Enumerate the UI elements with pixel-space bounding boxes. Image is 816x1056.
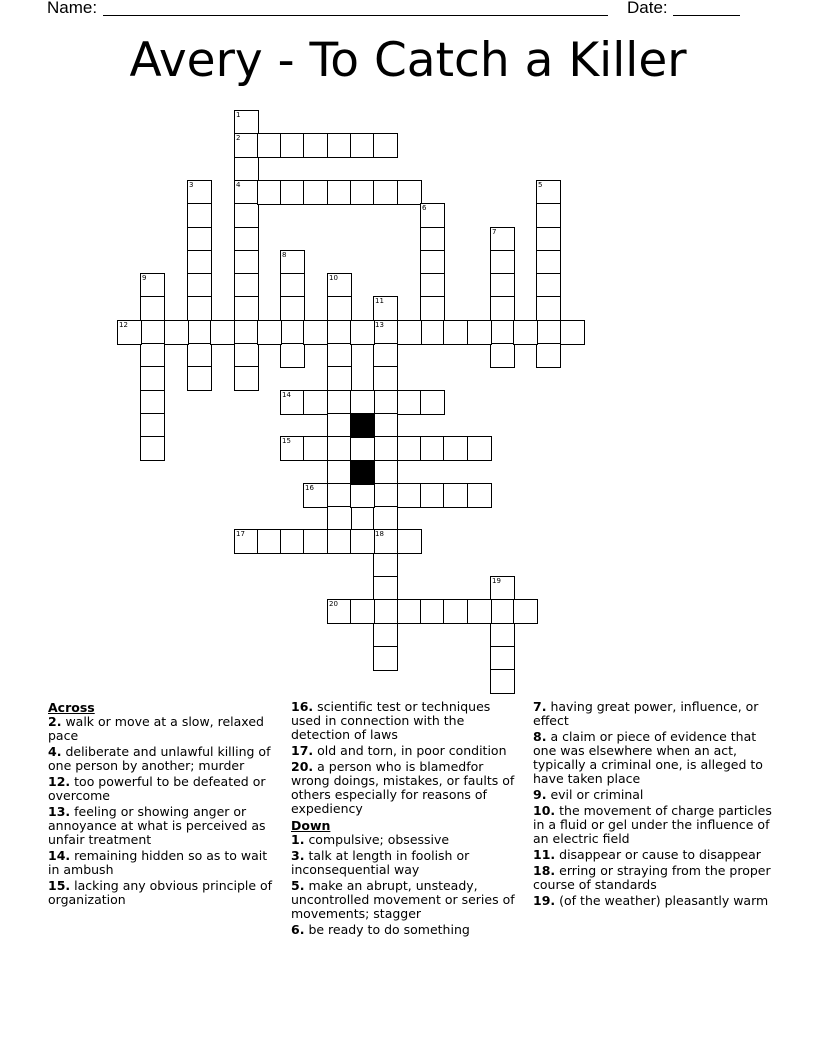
grid-cell[interactable] — [420, 296, 445, 321]
grid-cell[interactable] — [234, 250, 259, 275]
grid-cell[interactable] — [420, 390, 445, 415]
grid-cell[interactable] — [303, 133, 328, 158]
grid-cell[interactable] — [350, 180, 375, 205]
grid-cell[interactable] — [373, 460, 398, 485]
grid-black-cell — [350, 413, 375, 438]
grid-cell[interactable] — [467, 320, 492, 345]
grid-cell[interactable] — [373, 133, 398, 158]
grid-cell[interactable] — [303, 320, 328, 345]
clue-number-13: 13 — [375, 321, 384, 329]
grid-cell[interactable] — [373, 646, 398, 671]
grid-cell[interactable] — [280, 343, 305, 368]
grid-cell[interactable] — [350, 133, 375, 158]
clue-across-4: 4. deliberate and unlawful killing of one person by another; murder — [48, 744, 271, 773]
grid-cell[interactable] — [327, 320, 352, 345]
grid-cell[interactable] — [373, 483, 398, 508]
across-heading: Across — [48, 700, 95, 715]
grid-cell[interactable] — [140, 343, 165, 368]
grid-cell[interactable] — [187, 273, 212, 298]
clue-number-5: 5 — [538, 181, 543, 189]
clue-across-12: 12. too powerful to be defeated or overcome — [48, 774, 266, 803]
page-title: Avery - To Catch a Killer — [129, 33, 687, 88]
clue-across-14: 14. remaining hidden so as to wait in ambush — [48, 848, 268, 877]
clue-across-2: 2. walk or move at a slow, relaxed pace — [48, 714, 264, 743]
clue-number-14: 14 — [282, 391, 291, 399]
grid-cell[interactable] — [350, 529, 375, 554]
grid-cell[interactable] — [420, 599, 445, 624]
grid-cell[interactable] — [303, 390, 328, 415]
clue-across-13: 13. feeling or showing anger or annoyance at what is perceived as unfair treatment — [48, 804, 266, 847]
clue-down-10: 10. the movement of charge particles in a fluid or gel under the influence of an electric field — [533, 803, 772, 846]
clue-number-10: 10 — [329, 274, 338, 282]
grid-cell[interactable] — [234, 157, 259, 182]
grid-cell[interactable] — [490, 296, 515, 321]
clue-number-1: 1 — [236, 111, 241, 119]
grid-cell[interactable] — [140, 390, 165, 415]
grid-cell[interactable] — [210, 320, 235, 345]
grid-cell[interactable] — [536, 273, 561, 298]
grid-cell[interactable] — [536, 250, 561, 275]
grid-cell[interactable] — [373, 390, 398, 415]
grid-cell[interactable] — [513, 320, 538, 345]
clue-down-19: 19. (of the weather) pleasantly warm — [533, 893, 769, 908]
down-heading: Down — [291, 818, 331, 833]
grid-cell[interactable] — [373, 343, 398, 368]
clue-down-6: 6. be ready to do something — [291, 922, 470, 937]
clue-number-7: 7 — [492, 228, 497, 236]
grid-cell[interactable] — [280, 133, 305, 158]
grid-cell[interactable] — [327, 483, 352, 508]
grid-cell[interactable] — [397, 320, 422, 345]
grid-cell[interactable] — [536, 227, 561, 252]
grid-cell[interactable] — [187, 250, 212, 275]
grid-cell[interactable] — [327, 390, 352, 415]
grid-cell[interactable] — [187, 343, 212, 368]
clue-number-6: 6 — [422, 204, 427, 212]
grid-cell[interactable] — [443, 320, 468, 345]
grid-cell[interactable] — [490, 273, 515, 298]
grid-cell[interactable] — [257, 133, 282, 158]
grid-cell[interactable] — [373, 553, 398, 578]
grid-cell[interactable] — [397, 180, 422, 205]
grid-cell[interactable] — [234, 366, 259, 391]
grid-cell[interactable] — [443, 436, 468, 461]
grid-cell[interactable] — [303, 180, 328, 205]
clue-number-11: 11 — [375, 297, 384, 305]
grid-cell[interactable] — [397, 436, 422, 461]
grid-cell[interactable] — [187, 320, 212, 345]
grid-cell[interactable] — [234, 320, 259, 345]
clues-column-3 — [533, 700, 773, 910]
grid-cell[interactable] — [140, 436, 165, 461]
grid-cell[interactable] — [350, 599, 375, 624]
grid-cell[interactable] — [187, 296, 212, 321]
clue-down-7: 7. having great power, influence, or effect — [533, 699, 759, 728]
clue-number-18: 18 — [375, 530, 384, 538]
grid-cell[interactable] — [443, 483, 468, 508]
grid-cell[interactable] — [397, 483, 422, 508]
grid-cell[interactable] — [420, 250, 445, 275]
clue-across-15: 15. lacking any obvious principle of organization — [48, 878, 273, 907]
grid-cell[interactable] — [350, 436, 375, 461]
grid-cell[interactable] — [420, 320, 445, 345]
clue-across-17: 17. old and torn, in poor condition — [291, 743, 507, 758]
clue-across-20: 20. a person who is blamedfor wrong doings, mistakes, or faults of others especially for reasons of expediency — [291, 759, 515, 816]
grid-cell[interactable] — [513, 599, 538, 624]
clue-down-9: 9. evil or criminal — [533, 787, 644, 802]
grid-cell[interactable] — [140, 413, 165, 438]
grid-cell[interactable] — [280, 529, 305, 554]
grid-cell[interactable] — [350, 483, 375, 508]
grid-cell[interactable] — [303, 436, 328, 461]
grid-cell[interactable] — [187, 203, 212, 228]
grid-cell[interactable] — [373, 413, 398, 438]
grid-cell[interactable] — [327, 366, 352, 391]
grid-cell[interactable] — [327, 133, 352, 158]
grid-cell[interactable] — [536, 343, 561, 368]
grid-cell[interactable] — [327, 460, 352, 485]
grid-cell[interactable] — [327, 343, 352, 368]
grid-cell[interactable] — [536, 320, 561, 345]
grid-cell[interactable] — [327, 296, 352, 321]
grid-cell[interactable] — [140, 296, 165, 321]
grid-cell[interactable] — [280, 273, 305, 298]
clue-number-12: 12 — [119, 321, 128, 329]
grid-cell[interactable] — [443, 599, 468, 624]
grid-cell[interactable] — [327, 506, 352, 531]
grid-cell[interactable] — [187, 366, 212, 391]
grid-black-cell — [350, 460, 375, 485]
grid-cell[interactable] — [327, 180, 352, 205]
grid-cell[interactable] — [467, 436, 492, 461]
grid-cell[interactable] — [234, 203, 259, 228]
grid-cell[interactable] — [303, 529, 328, 554]
grid-cell[interactable] — [490, 599, 515, 624]
clue-down-18: 18. erring or straying from the proper course of standards — [533, 863, 771, 892]
grid-cell[interactable] — [536, 296, 561, 321]
clue-number-4: 4 — [236, 181, 241, 189]
clue-number-17: 17 — [236, 530, 245, 538]
grid-cell[interactable] — [140, 320, 165, 345]
grid-cell[interactable] — [257, 529, 282, 554]
grid-cell[interactable] — [350, 320, 375, 345]
grid-cell[interactable] — [397, 529, 422, 554]
clue-number-2: 2 — [236, 134, 241, 142]
grid-cell[interactable] — [280, 296, 305, 321]
grid-cell[interactable] — [140, 366, 165, 391]
grid-cell[interactable] — [373, 366, 398, 391]
grid-cell[interactable] — [490, 320, 515, 345]
grid-cell[interactable] — [187, 227, 212, 252]
clues-column-1 — [48, 700, 280, 909]
grid-cell[interactable] — [280, 320, 305, 345]
grid-cell[interactable] — [373, 180, 398, 205]
grid-cell[interactable] — [397, 599, 422, 624]
clue-number-15: 15 — [282, 437, 291, 445]
grid-cell[interactable] — [280, 180, 305, 205]
date-label: Date: — [627, 0, 668, 17]
grid-cell[interactable] — [327, 413, 352, 438]
grid-cell[interactable] — [234, 343, 259, 368]
name-label: Name: — [47, 0, 98, 17]
clue-down-1: 1. compulsive; obsessive — [291, 832, 450, 847]
clue-across-16: 16. scientific test or techniques used in connection with the detection of laws — [291, 699, 491, 742]
grid-cell[interactable] — [350, 390, 375, 415]
grid-cell[interactable] — [373, 506, 398, 531]
clue-down-8: 8. a claim or piece of evidence that one was elsewhere when an act, typically a criminal one, is alleged to have taken place — [533, 729, 763, 786]
grid-cell[interactable] — [373, 599, 398, 624]
clue-number-16: 16 — [305, 484, 314, 492]
clue-down-5: 5. make an abrupt, unsteady, uncontrolled movement or series of movements; stagger — [291, 878, 515, 921]
grid-cell[interactable] — [373, 623, 398, 648]
grid-cell[interactable] — [560, 320, 585, 345]
clue-number-20: 20 — [329, 600, 338, 608]
grid-cell[interactable] — [536, 203, 561, 228]
grid-cell[interactable] — [420, 273, 445, 298]
grid-cell[interactable] — [257, 180, 282, 205]
grid-cell[interactable] — [467, 599, 492, 624]
clue-number-3: 3 — [189, 181, 194, 189]
grid-cell[interactable] — [490, 623, 515, 648]
grid-cell[interactable] — [490, 250, 515, 275]
grid-cell[interactable] — [467, 483, 492, 508]
grid-cell[interactable] — [327, 436, 352, 461]
grid-cell[interactable] — [327, 529, 352, 554]
grid-cell[interactable] — [257, 320, 282, 345]
grid-cell[interactable] — [234, 273, 259, 298]
grid-cell[interactable] — [420, 436, 445, 461]
grid-cell[interactable] — [490, 669, 515, 694]
grid-cell[interactable] — [164, 320, 189, 345]
grid-cell[interactable] — [373, 576, 398, 601]
grid-cell[interactable] — [234, 227, 259, 252]
grid-cell[interactable] — [234, 296, 259, 321]
grid-cell[interactable] — [420, 227, 445, 252]
clue-number-9: 9 — [142, 274, 147, 282]
clue-down-3: 3. talk at length in foolish or inconsequential way — [291, 848, 470, 877]
clue-number-8: 8 — [282, 251, 287, 259]
grid-cell[interactable] — [397, 390, 422, 415]
clue-down-11: 11. disappear or cause to disappear — [533, 847, 761, 862]
grid-cell[interactable] — [490, 646, 515, 671]
grid-cell[interactable] — [420, 483, 445, 508]
grid-cell[interactable] — [373, 436, 398, 461]
grid-cell[interactable] — [490, 343, 515, 368]
clue-number-19: 19 — [492, 577, 501, 585]
clues-column-2 — [291, 700, 523, 939]
